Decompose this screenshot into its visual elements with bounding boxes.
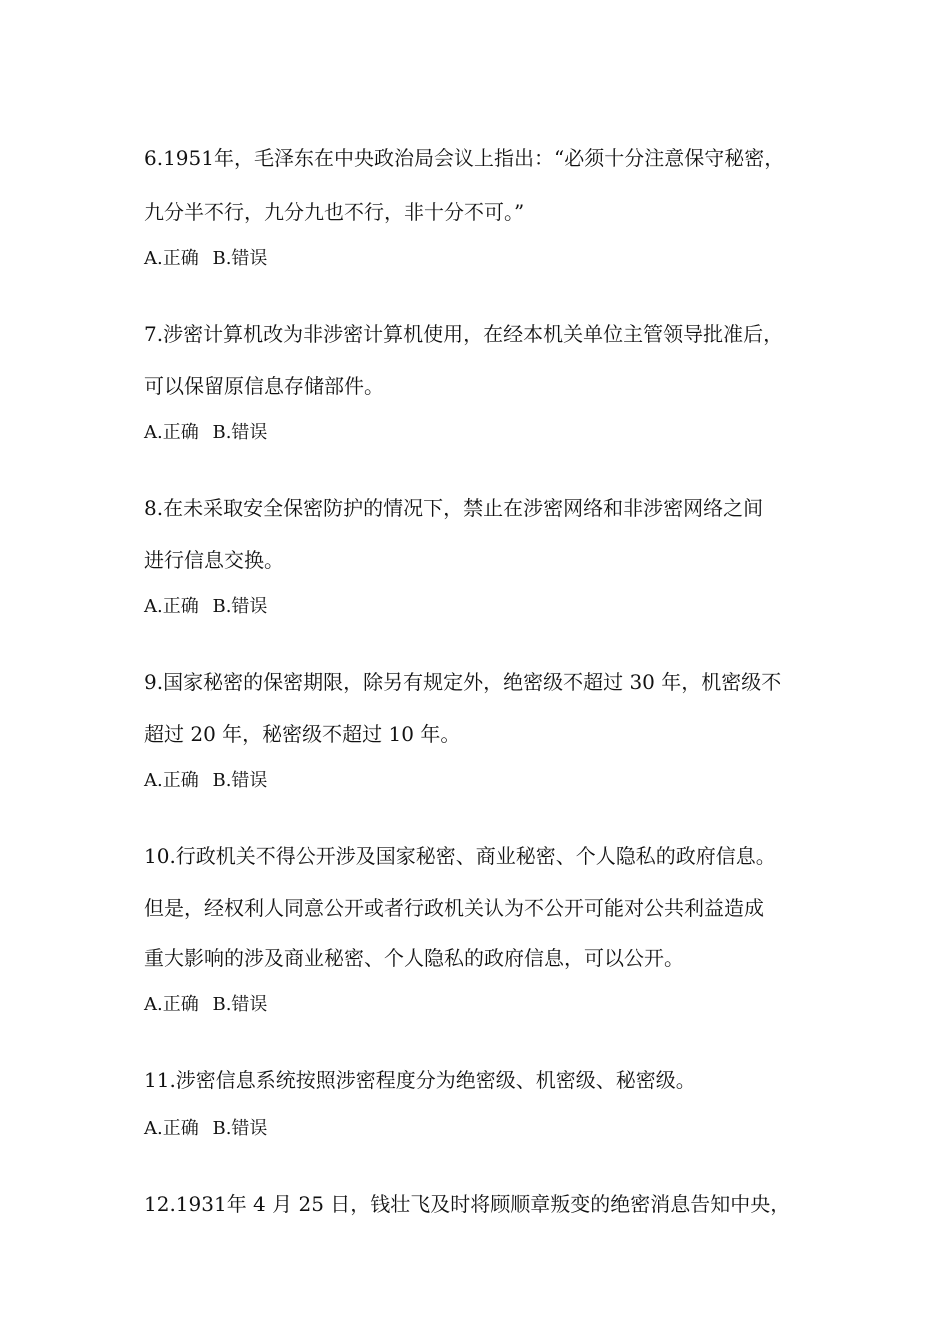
question-11-option-b: B.错误 xyxy=(212,1118,268,1139)
question-10-line-2: 但是，经权利人同意公开或者行政机关认为不公开可能对公共利益造成 xyxy=(144,896,764,920)
question-6-line-1: 6.1951年，毛泽东在中央政治局会议上指出：“必须十分注意保守秘密， xyxy=(144,146,785,170)
question-11-options xyxy=(144,1116,267,1142)
question-12-line-1: 12.1931年 4 月 25 日，钱壮飞及时将顾顺章叛变的绝密消息告知中央， xyxy=(144,1192,791,1216)
question-8-line-1: 8.在未采取安全保密防护的情况下，禁止在涉密网络和非涉密网络之间 xyxy=(144,496,764,520)
question-7-option-a: A.正确 xyxy=(144,422,199,443)
question-10-option-b: B.错误 xyxy=(212,994,268,1015)
question-7-option-b: B.错误 xyxy=(212,422,268,443)
question-7-options xyxy=(144,420,267,446)
question-10-line-3: 重大影响的涉及商业秘密、个人隐私的政府信息，可以公开。 xyxy=(144,946,684,970)
question-9-option-a: A.正确 xyxy=(144,770,199,791)
question-7-line-1: 7.涉密计算机改为非涉密计算机使用，在经本机关单位主管领导批准后， xyxy=(144,322,784,346)
question-8-option-b: B.错误 xyxy=(212,596,268,617)
question-9-option-b: B.错误 xyxy=(212,770,268,791)
question-9-options xyxy=(144,768,267,794)
question-11-line-1: 11.涉密信息系统按照涉密程度分为绝密级、机密级、秘密级。 xyxy=(144,1068,696,1092)
question-6-option-a: A.正确 xyxy=(144,248,199,269)
question-8-options xyxy=(144,594,267,620)
question-8-option-a: A.正确 xyxy=(144,596,199,617)
question-7-line-2: 可以保留原信息存储部件。 xyxy=(144,374,384,398)
question-6-options xyxy=(144,246,267,272)
question-11-option-a: A.正确 xyxy=(144,1118,199,1139)
question-9-line-1: 9.国家秘密的保密期限，除另有规定外，绝密级不超过 30 年，机密级不 xyxy=(144,670,782,694)
question-8-line-2: 进行信息交换。 xyxy=(144,548,284,572)
question-10-options xyxy=(144,992,267,1018)
question-6-line-2: 九分半不行，九分九也不行，非十分不可。” xyxy=(144,200,525,224)
question-10-line-1: 10.行政机关不得公开涉及国家秘密、商业秘密、个人隐私的政府信息。 xyxy=(144,844,776,868)
question-6-option-b: B.错误 xyxy=(212,248,268,269)
question-10-option-a: A.正确 xyxy=(144,994,199,1015)
question-9-line-2: 超过 20 年，秘密级不超过 10 年。 xyxy=(144,722,461,746)
